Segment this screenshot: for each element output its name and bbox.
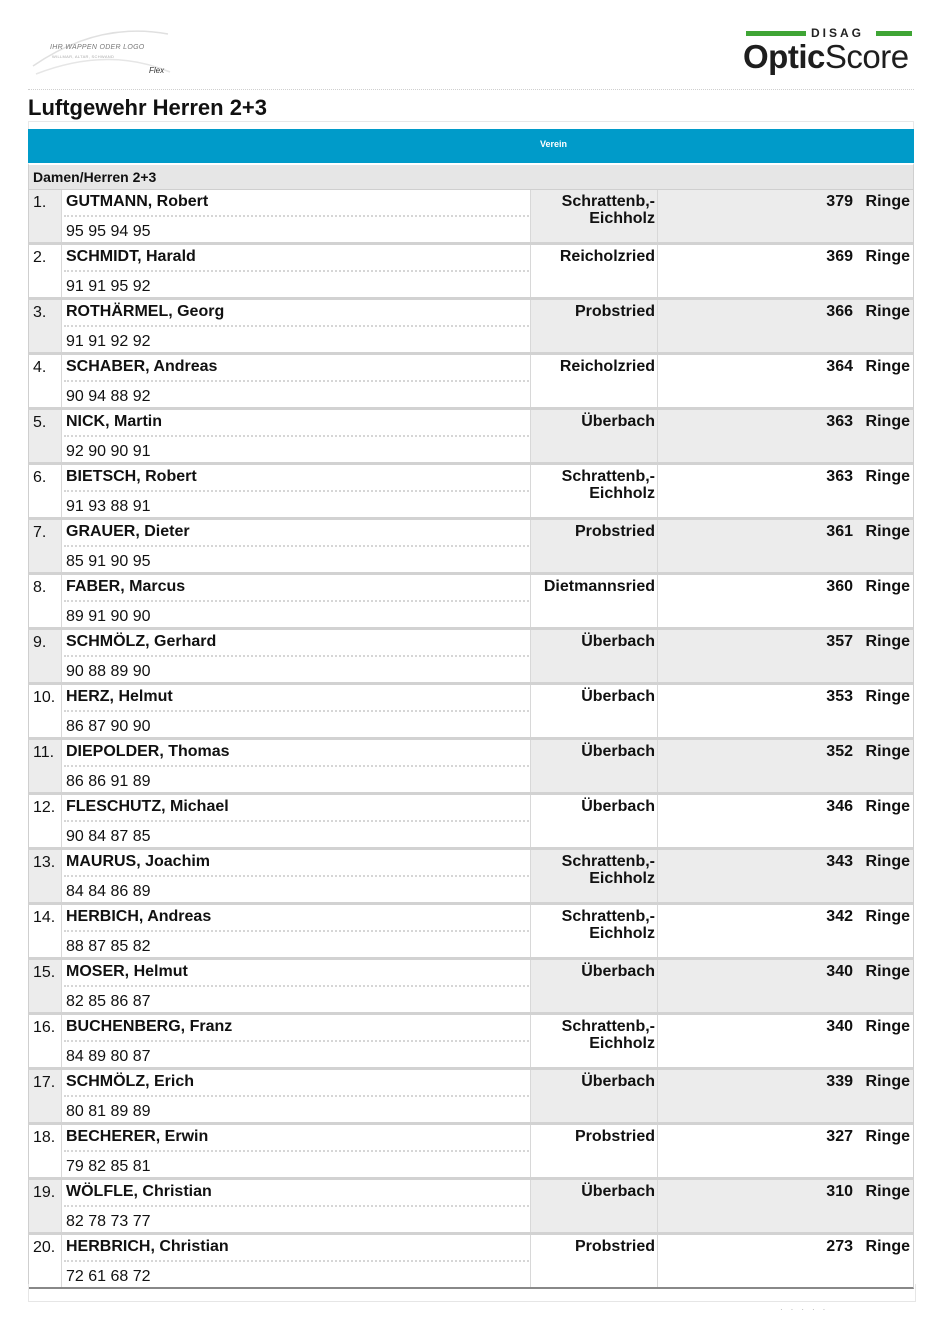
table-row bbox=[28, 1125, 914, 1180]
series-scores: 82 78 73 77 bbox=[66, 1213, 151, 1230]
table-row bbox=[28, 190, 914, 245]
shooter-cell bbox=[61, 1235, 531, 1287]
club-cell bbox=[531, 1180, 658, 1232]
rank: 7. bbox=[33, 524, 47, 541]
shooter-cell bbox=[61, 1070, 531, 1122]
score-cell bbox=[659, 1015, 913, 1067]
score-unit: Ringe bbox=[865, 688, 910, 705]
shooter-name: BIETSCH, Robert bbox=[66, 468, 197, 485]
brand-bar-right bbox=[876, 31, 912, 36]
score-cell bbox=[659, 575, 913, 627]
table-row bbox=[28, 520, 914, 575]
series-scores: 91 91 92 92 bbox=[66, 333, 151, 350]
brand-score: Score bbox=[824, 38, 909, 75]
score-cell bbox=[659, 685, 913, 737]
score-unit: Ringe bbox=[865, 1128, 910, 1145]
footer-marks: ····· bbox=[780, 1305, 834, 1314]
club-name: Schrattenb,- Eichholz bbox=[561, 468, 655, 502]
score-cell bbox=[659, 190, 913, 242]
score-unit: Ringe bbox=[865, 743, 910, 760]
total-score: 340 bbox=[826, 1018, 853, 1035]
score-cell bbox=[659, 300, 913, 352]
table-row bbox=[28, 465, 914, 520]
shooter-name: FABER, Marcus bbox=[66, 578, 186, 595]
rank: 19. bbox=[33, 1184, 56, 1201]
club-cell bbox=[531, 1125, 658, 1177]
shooter-cell bbox=[61, 520, 531, 572]
club-cell bbox=[531, 1015, 658, 1067]
dotted-divider bbox=[64, 545, 529, 547]
score-unit: Ringe bbox=[865, 578, 910, 595]
series-scores: 85 91 90 95 bbox=[66, 553, 151, 570]
group-header bbox=[28, 163, 914, 190]
score-cell bbox=[659, 850, 913, 902]
dotted-divider bbox=[64, 270, 529, 272]
total-score: 369 bbox=[826, 248, 853, 265]
club-name: Überbach bbox=[581, 1183, 655, 1200]
club-name: Überbach bbox=[581, 743, 655, 760]
score-unit: Ringe bbox=[865, 358, 910, 375]
club-cell bbox=[531, 960, 658, 1012]
shooter-cell bbox=[61, 300, 531, 352]
table-row bbox=[28, 355, 914, 410]
shooter-name: ROTHÄRMEL, Georg bbox=[66, 303, 225, 320]
score-unit: Ringe bbox=[865, 798, 910, 815]
shooter-cell bbox=[61, 575, 531, 627]
shooter-name: DIEPOLDER, Thomas bbox=[66, 743, 230, 760]
rank-cell bbox=[29, 685, 60, 737]
rank-cell bbox=[29, 575, 60, 627]
shooter-name: NICK, Martin bbox=[66, 413, 162, 430]
rank: 4. bbox=[33, 359, 47, 376]
table-body bbox=[28, 190, 914, 1289]
shooter-name: HERBRICH, Christian bbox=[66, 1238, 229, 1255]
rank: 3. bbox=[33, 304, 47, 321]
shooter-cell bbox=[61, 630, 531, 682]
club-cell bbox=[531, 410, 658, 462]
total-score: 360 bbox=[826, 578, 853, 595]
rank-cell bbox=[29, 1015, 60, 1067]
rank-cell bbox=[29, 245, 60, 297]
total-score: 363 bbox=[826, 413, 853, 430]
score-unit: Ringe bbox=[865, 963, 910, 980]
rank-cell bbox=[29, 1125, 60, 1177]
score-cell bbox=[659, 245, 913, 297]
table-row bbox=[28, 300, 914, 355]
series-scores: 91 91 95 92 bbox=[66, 278, 151, 295]
brand-bar-left bbox=[746, 31, 806, 36]
club-name: Reicholzried bbox=[559, 358, 655, 375]
total-score: 339 bbox=[826, 1073, 853, 1090]
total-score: 273 bbox=[826, 1238, 853, 1255]
rank-cell bbox=[29, 905, 60, 957]
rank-cell bbox=[29, 465, 60, 517]
dotted-divider bbox=[64, 1150, 529, 1152]
dotted-divider bbox=[64, 1040, 529, 1042]
shooter-name: FLESCHUTZ, Michael bbox=[66, 798, 229, 815]
club-name: Schrattenb,- Eichholz bbox=[561, 1018, 655, 1052]
club-name: Schrattenb,- Eichholz bbox=[561, 908, 655, 942]
results-table bbox=[28, 121, 914, 1289]
series-scores: 84 89 80 87 bbox=[66, 1048, 151, 1065]
club-name: Probstried bbox=[574, 523, 655, 540]
logo-tag: Flex bbox=[149, 66, 165, 75]
header-divider bbox=[28, 89, 914, 90]
total-score: 327 bbox=[826, 1128, 853, 1145]
rank: 15. bbox=[33, 964, 56, 981]
club-cell bbox=[531, 465, 658, 517]
series-scores: 90 94 88 92 bbox=[66, 388, 151, 405]
shooter-name: GRAUER, Dieter bbox=[66, 523, 190, 540]
rank: 5. bbox=[33, 414, 47, 431]
score-cell bbox=[659, 960, 913, 1012]
rank: 16. bbox=[33, 1019, 56, 1036]
shooter-name: GUTMANN, Robert bbox=[66, 193, 209, 210]
shooter-cell bbox=[61, 795, 531, 847]
dotted-divider bbox=[64, 985, 529, 987]
shooter-cell bbox=[61, 245, 531, 297]
score-cell bbox=[659, 1070, 913, 1122]
score-unit: Ringe bbox=[865, 1018, 910, 1035]
rank-cell bbox=[29, 300, 60, 352]
dotted-divider bbox=[64, 930, 529, 932]
series-scores: 86 86 91 89 bbox=[66, 773, 151, 790]
rank-cell bbox=[29, 1180, 60, 1232]
brand-logo bbox=[741, 26, 916, 76]
page-header bbox=[0, 0, 940, 92]
table-top-spacer bbox=[28, 121, 914, 129]
rank-cell bbox=[29, 740, 60, 792]
score-cell bbox=[659, 1180, 913, 1232]
shooter-name: SCHMÖLZ, Gerhard bbox=[66, 633, 217, 650]
club-cell bbox=[531, 795, 658, 847]
rank: 20. bbox=[33, 1239, 56, 1256]
shooter-cell bbox=[61, 410, 531, 462]
rank-cell bbox=[29, 410, 60, 462]
dotted-divider bbox=[64, 710, 529, 712]
club-cell bbox=[531, 740, 658, 792]
club-cell bbox=[531, 300, 658, 352]
score-unit: Ringe bbox=[865, 633, 910, 650]
score-unit: Ringe bbox=[865, 853, 910, 870]
rank: 11. bbox=[33, 744, 55, 761]
series-scores: 86 87 90 90 bbox=[66, 718, 151, 735]
score-unit: Ringe bbox=[865, 523, 910, 540]
shooter-cell bbox=[61, 685, 531, 737]
total-score: 366 bbox=[826, 303, 853, 320]
club-name: Schrattenb,- Eichholz bbox=[561, 193, 655, 227]
table-footer bbox=[28, 1284, 916, 1302]
shooter-name: SCHMÖLZ, Erich bbox=[66, 1073, 195, 1090]
column-header-verein: Verein bbox=[540, 139, 568, 149]
table-row bbox=[28, 740, 914, 795]
rank-cell bbox=[29, 850, 60, 902]
rank-cell bbox=[29, 1235, 60, 1287]
club-cell bbox=[531, 520, 658, 572]
series-scores: 89 91 90 90 bbox=[66, 608, 151, 625]
shooter-cell bbox=[61, 465, 531, 517]
series-scores: 90 84 87 85 bbox=[66, 828, 151, 845]
page-title: Luftgewehr Herren 2+3 bbox=[28, 95, 268, 120]
club-cell bbox=[531, 850, 658, 902]
table-row bbox=[28, 1180, 914, 1235]
club-name: Probstried bbox=[574, 1238, 655, 1255]
group-title: Damen/Herren 2+3 bbox=[33, 169, 157, 185]
total-score: 363 bbox=[826, 468, 853, 485]
club-cell bbox=[531, 355, 658, 407]
club-name: Überbach bbox=[581, 1073, 655, 1090]
score-cell bbox=[659, 630, 913, 682]
brand-optic: Optic bbox=[743, 38, 825, 75]
table-row bbox=[28, 1235, 914, 1289]
shooter-name: SCHABER, Andreas bbox=[66, 358, 218, 375]
series-scores: 88 87 85 82 bbox=[66, 938, 151, 955]
score-unit: Ringe bbox=[865, 908, 910, 925]
club-name: Probstried bbox=[574, 303, 655, 320]
logo-placeholder-text: IHR WAPPEN ODER LOGO bbox=[50, 44, 145, 51]
score-cell bbox=[659, 520, 913, 572]
club-cell bbox=[531, 905, 658, 957]
series-scores: 95 95 94 95 bbox=[66, 223, 151, 240]
rank-cell bbox=[29, 960, 60, 1012]
score-cell bbox=[659, 465, 913, 517]
series-scores: 80 81 89 89 bbox=[66, 1103, 151, 1120]
brand-top-text: DISAG bbox=[811, 26, 865, 40]
shooter-cell bbox=[61, 1180, 531, 1232]
series-scores: 84 84 86 89 bbox=[66, 883, 151, 900]
rank: 14. bbox=[33, 909, 56, 926]
club-cell bbox=[531, 190, 658, 242]
series-scores: 92 90 90 91 bbox=[66, 443, 151, 460]
club-name: Überbach bbox=[581, 963, 655, 980]
shooter-name: SCHMIDT, Harald bbox=[66, 248, 196, 265]
shooter-name: HERBICH, Andreas bbox=[66, 908, 212, 925]
shooter-cell bbox=[61, 355, 531, 407]
brand-name bbox=[743, 38, 909, 76]
rank-cell bbox=[29, 795, 60, 847]
total-score: 364 bbox=[826, 358, 853, 375]
shooter-name: WÖLFLE, Christian bbox=[66, 1183, 212, 1200]
dotted-divider bbox=[64, 435, 529, 437]
club-name: Überbach bbox=[581, 633, 655, 650]
score-unit: Ringe bbox=[865, 193, 910, 210]
table-row bbox=[28, 905, 914, 960]
shooter-cell bbox=[61, 850, 531, 902]
dotted-divider bbox=[64, 820, 529, 822]
club-cell bbox=[531, 245, 658, 297]
score-unit: Ringe bbox=[865, 1238, 910, 1255]
rank: 9. bbox=[33, 634, 47, 651]
club-name: Überbach bbox=[581, 688, 655, 705]
rank-cell bbox=[29, 355, 60, 407]
score-cell bbox=[659, 1235, 913, 1287]
dotted-divider bbox=[64, 1095, 529, 1097]
rank-cell bbox=[29, 630, 60, 682]
shooter-name: MOSER, Helmut bbox=[66, 963, 188, 980]
score-unit: Ringe bbox=[865, 303, 910, 320]
shooter-cell bbox=[61, 905, 531, 957]
club-name: Schrattenb,- Eichholz bbox=[561, 853, 655, 887]
total-score: 357 bbox=[826, 633, 853, 650]
club-name: Dietmannsried bbox=[543, 578, 655, 595]
club-name: Überbach bbox=[581, 413, 655, 430]
rank: 18. bbox=[33, 1129, 56, 1146]
score-unit: Ringe bbox=[865, 1183, 910, 1200]
total-score: 343 bbox=[826, 853, 853, 870]
table-row bbox=[28, 630, 914, 685]
shooter-name: BUCHENBERG, Franz bbox=[66, 1018, 233, 1035]
club-cell bbox=[531, 1070, 658, 1122]
rank: 10. bbox=[33, 689, 56, 706]
score-unit: Ringe bbox=[865, 468, 910, 485]
score-cell bbox=[659, 740, 913, 792]
club-cell bbox=[531, 1235, 658, 1287]
rank-cell bbox=[29, 1070, 60, 1122]
dotted-divider bbox=[64, 215, 529, 217]
table-row bbox=[28, 795, 914, 850]
table-row bbox=[28, 685, 914, 740]
dotted-divider bbox=[64, 380, 529, 382]
dotted-divider bbox=[64, 1205, 529, 1207]
score-cell bbox=[659, 410, 913, 462]
shooter-name: HERZ, Helmut bbox=[66, 688, 173, 705]
dotted-divider bbox=[64, 1260, 529, 1262]
shooter-cell bbox=[61, 190, 531, 242]
rank: 17. bbox=[33, 1074, 56, 1091]
table-row bbox=[28, 850, 914, 905]
shooter-cell bbox=[61, 1125, 531, 1177]
dotted-divider bbox=[64, 325, 529, 327]
series-scores: 82 85 86 87 bbox=[66, 993, 151, 1010]
score-cell bbox=[659, 795, 913, 847]
total-score: 342 bbox=[826, 908, 853, 925]
dotted-divider bbox=[64, 655, 529, 657]
score-unit: Ringe bbox=[865, 1073, 910, 1090]
score-cell bbox=[659, 1125, 913, 1177]
table-header bbox=[28, 129, 914, 163]
shooter-cell bbox=[61, 740, 531, 792]
table-row bbox=[28, 960, 914, 1015]
total-score: 353 bbox=[826, 688, 853, 705]
total-score: 310 bbox=[826, 1183, 853, 1200]
table-row bbox=[28, 410, 914, 465]
table-row bbox=[28, 1070, 914, 1125]
rank: 6. bbox=[33, 469, 47, 486]
total-score: 346 bbox=[826, 798, 853, 815]
rank: 1. bbox=[33, 194, 47, 211]
shooter-name: MAURUS, Joachim bbox=[66, 853, 211, 870]
dotted-divider bbox=[64, 600, 529, 602]
club-cell bbox=[531, 685, 658, 737]
total-score: 340 bbox=[826, 963, 853, 980]
club-cell bbox=[531, 575, 658, 627]
rank-cell bbox=[29, 190, 60, 242]
series-scores: 79 82 85 81 bbox=[66, 1158, 151, 1175]
score-cell bbox=[659, 905, 913, 957]
table-row bbox=[28, 245, 914, 300]
rank: 12. bbox=[33, 799, 56, 816]
rank: 2. bbox=[33, 249, 47, 266]
table-row bbox=[28, 575, 914, 630]
logo-small-text: WILLMAR, ALTAR, SCHWAND bbox=[52, 54, 115, 59]
rank-cell bbox=[29, 520, 60, 572]
club-name: Überbach bbox=[581, 798, 655, 815]
dotted-divider bbox=[64, 490, 529, 492]
score-unit: Ringe bbox=[865, 248, 910, 265]
total-score: 361 bbox=[826, 523, 853, 540]
series-scores: 91 93 88 91 bbox=[66, 498, 151, 515]
total-score: 352 bbox=[826, 743, 853, 760]
rank: 13. bbox=[33, 854, 56, 871]
total-score: 379 bbox=[826, 193, 853, 210]
rank: 8. bbox=[33, 579, 47, 596]
series-scores: 72 61 68 72 bbox=[66, 1268, 151, 1285]
club-name: Probstried bbox=[574, 1128, 655, 1145]
dotted-divider bbox=[64, 765, 529, 767]
dotted-divider bbox=[64, 875, 529, 877]
shooter-name: BECHERER, Erwin bbox=[66, 1128, 209, 1145]
club-name: Reicholzried bbox=[559, 248, 655, 265]
club-logo-placeholder bbox=[28, 26, 173, 78]
club-cell bbox=[531, 630, 658, 682]
series-scores: 90 88 89 90 bbox=[66, 663, 151, 680]
score-unit: Ringe bbox=[865, 413, 910, 430]
shooter-cell bbox=[61, 1015, 531, 1067]
score-cell bbox=[659, 355, 913, 407]
shooter-cell bbox=[61, 960, 531, 1012]
table-row bbox=[28, 1015, 914, 1070]
